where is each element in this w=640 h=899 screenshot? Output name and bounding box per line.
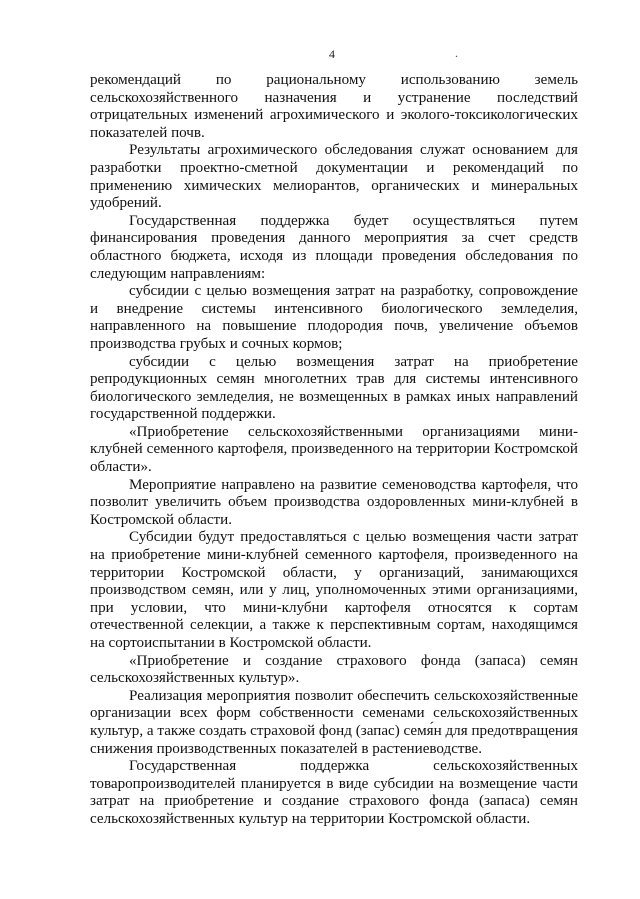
paragraph-6: «Приобретение сельскохозяйственными организациями мини-клубней семенного картофеля, произведенного на территории Костромской области». (90, 423, 578, 476)
paragraph-5: субсидии с целью возмещения затрат на приобретение репродукционных семян многолетних трав для системы интенсивного биологического земледелия, не возмещенных в рамках иных направлений государственной поддержки. (90, 353, 578, 423)
paragraph-10: Реализация мероприятия позволит обеспечить сельскохозяйственные организации всех форм собственности семенами сельскохозяйственных культур, а также создать страховой фонд (запас) семя́н для предотвращения снижения производственных показателей в растениеводстве. (90, 687, 578, 757)
page-number: 4 (329, 47, 335, 61)
page-mark: . (455, 46, 458, 60)
paragraph-1: рекомендаций по рациональному использованию земель сельскохозяйственного назначения и устранение последствий отрицательных изменений агрохимического и эколого-токсикологических показателей почв. (90, 72, 578, 141)
paragraph-3: Государственная поддержка будет осуществляться путем финансирования проведения данного мероприятия за счет средств областного бюджета, исходя из площади проведения обследования по следующим направлениям: (90, 212, 578, 282)
paragraph-9: «Приобретение и создание страхового фонда (запаса) семян сельскохозяйственных культур». (90, 652, 578, 687)
paragraph-4: субсидии с целью возмещения затрат на разработку, сопровождение и внедрение системы интенсивного биологического земледелия, направленного на повышение плодородия почв, увеличение объемов производства грубых и сочных кормов; (90, 283, 578, 352)
paragraph-7: Мероприятие направлено на развитие семеноводства картофеля, что позволит увеличить объем производства оздоровленных мини-клубней в Костромской области. (90, 476, 578, 528)
document-body (90, 72, 578, 829)
paragraph-11: Государственная поддержка сельскохозяйственных товаропроизводителей планируется в виде субсидии на возмещение части затрат на приобретение и создание страхового фонда (запаса) семян сельскохозяйственных культур на территории Костромской области. (90, 758, 578, 827)
paragraph-2: Результаты агрохимического обследования служат основанием для разработки проектно-сметной документации и рекомендаций по применению химических мелиорантов, органических и минеральных удобрений. (90, 142, 578, 212)
paragraph-8: Субсидии будут предоставляться с целью возмещения части затрат на приобретение мини-клубней семенного картофеля, произведенного на территории Костромской области, у организаций, занимающихся производством семян, или у лиц, уполномоченных этими организациями, при условии, что мини-клубни картофеля относятся к сортам отечественной селекции, а также к перспективным сортам, находящимся на сортоиспытании в Костромской области. (90, 529, 578, 651)
